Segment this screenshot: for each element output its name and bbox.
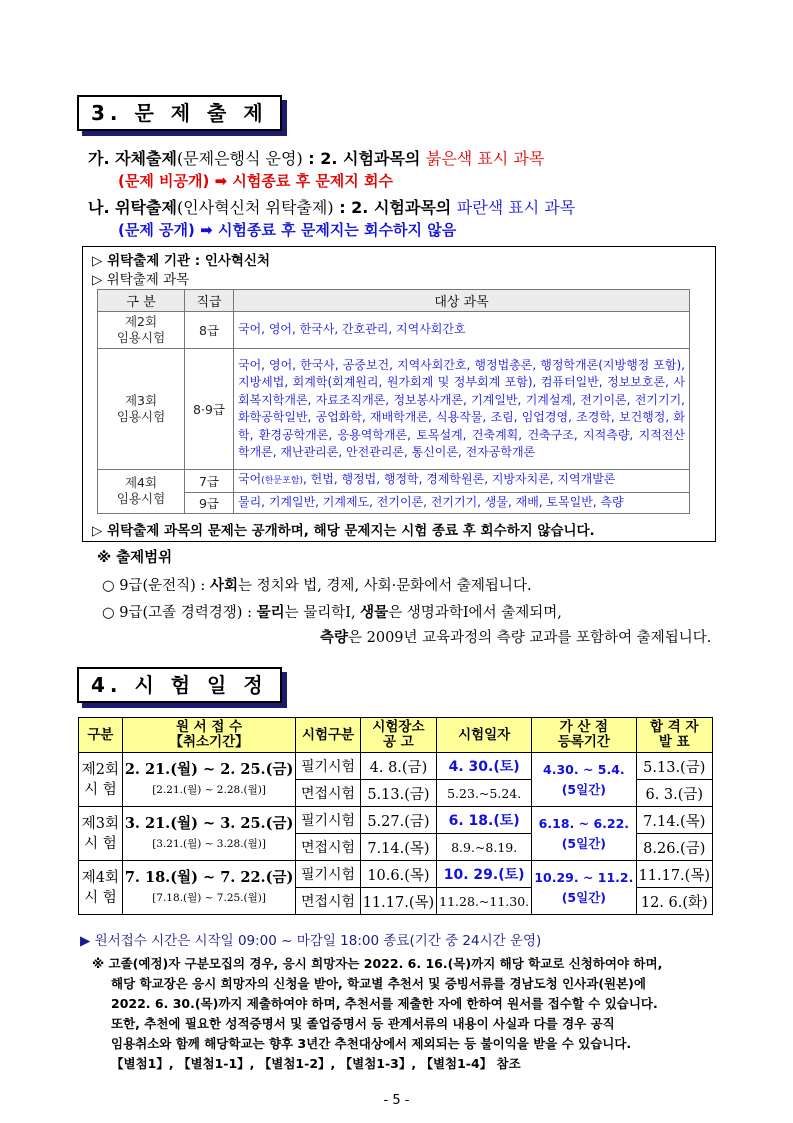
- arrow-icon: ➡: [200, 221, 213, 239]
- exam-date: 4. 30.(토): [437, 753, 532, 780]
- schedule-header-row: [79, 718, 713, 753]
- self-colon: : 2. 시험과목의: [302, 149, 426, 168]
- notice-date: 11.17.(목): [360, 888, 436, 915]
- note-line-5: 임용취소와 함께 해당학교는 향후 3년간 추천대상에서 제외되는 등 불이익을 받을 수 있습니다.: [111, 1036, 632, 1051]
- application-time-note: ▶ 원서접수 시간은 시작일 09:00 ~ 마감일 18:00 종료(기간 중 24시간 운영): [80, 933, 542, 949]
- notice-date: 5.13.(금): [360, 780, 436, 807]
- sched-header-result: [636, 718, 712, 753]
- note-line-4: 또한, 추천에 필요한 성적증명서 및 졸업증명서 등 관계서류의 내용이 사실과 다를 경우 공직: [111, 1016, 615, 1031]
- round-name: [79, 807, 123, 861]
- cancel-label: 【취소기간】: [169, 734, 249, 750]
- scope-item-1-bold: 사회: [209, 577, 238, 594]
- row-subjects: [234, 470, 690, 493]
- exam-type: 면접시험: [296, 834, 360, 861]
- scope-item-1-post: 는 정치와 법, 경제, 사회·문화에서 출제됩니다.: [237, 578, 532, 594]
- scope-item-2: [102, 601, 562, 622]
- consign-sub1: (문제 공개): [118, 221, 195, 239]
- consign-sub2: 시험종료 후 문제지는 회수하지 않음: [212, 221, 457, 239]
- row-grade: 7급: [185, 470, 234, 493]
- result-date: 5.13.(금): [636, 753, 712, 780]
- scope-title: ※ 출제범위: [97, 550, 173, 566]
- round-name-1: 제2회: [81, 761, 120, 778]
- self-colored: 붉은색 표시 과목: [425, 149, 545, 168]
- reg-dates: 4.30. ~ 5.4.: [543, 761, 625, 777]
- round-name-2: 시 험: [84, 781, 117, 798]
- subject-rest: , 헌법, 행정법, 행정학, 경제학원론, 지방자치론, 지역개발론: [303, 472, 616, 486]
- row-subjects: 국어, 영어, 한국사, 공중보건, 지역사회간호, 행정법총론, 행정학개론(지방행정 포함), 지방세법, 회계학(회계원리, 원가회계 및 정부회계 포함), 컴퓨터일반, 정보보호론, 사회복지학개론, 자료조직개론, 정보봉사개론, 기계일반, 기계설계, 전기이론, 전기기기, 화학공학일반, 공업화학, 재배학개론, 식용작물, 조림, 임업경영, 조경학, 보건행정, 화학, 환경공학개론, 응용역학개론, 토목설계, 건축계획, 건축구조, 지적측량, 지적전산학개론, 재난관리론, 안전관리론, 통신이론, 전자공학개론: [234, 349, 690, 470]
- apply-dates: 3. 21.(월) ~ 3. 25.(금): [124, 814, 294, 832]
- apply-period: [122, 861, 296, 915]
- reg-dates: 6.18. ~ 6.22.: [538, 815, 630, 831]
- section-3-title: 3. 문 제 출 제: [91, 101, 268, 125]
- exam-date: 8.9.~8.19.: [437, 834, 532, 861]
- self-sub1: (문제 비공개): [118, 172, 210, 190]
- consign-colon: : 2. 시험과목의: [333, 198, 457, 217]
- reg-days: (5일간): [561, 781, 606, 797]
- round-name-2: 시 험: [84, 835, 117, 852]
- apply-dates: 7. 18.(월) ~ 7. 22.(금): [124, 868, 294, 886]
- note-line-2: 해당 학교장은 응시 희망자의 신청을 받아, 학교별 추천서 및 증빙서류를 경남도청 인사과(원본)에: [111, 976, 646, 991]
- apply-label: 원 서 접 수: [175, 719, 243, 735]
- reg-dates: 10.29. ~ 11.2.: [534, 869, 634, 885]
- section-3-heading: [77, 95, 282, 131]
- round-name-1: 제3회: [81, 815, 120, 832]
- table-row: [98, 492, 690, 513]
- exam-type: 면접시험: [296, 888, 360, 915]
- schedule-table: [78, 717, 713, 915]
- arrow-icon: ➡: [214, 172, 228, 190]
- row-gubun: 제4회 임용시험: [98, 470, 185, 514]
- note-line-6: 【별첨1】, 【별첨1-1】, 【별첨1-2】, 【별첨1-3】, 【별첨1-4】 참조: [111, 1056, 521, 1071]
- table-header-row: [98, 290, 690, 312]
- row-grade: 8급: [185, 312, 234, 349]
- apply-dates: 2. 21.(월) ~ 2. 25.(금): [124, 760, 294, 778]
- registration-period: [532, 753, 636, 807]
- consign-footer-note: ▷ 위탁출제 과목의 문제는 공개하며, 해당 문제지는 시험 종료 후 회수하지 않습니다.: [92, 523, 595, 539]
- exam-type: 필기시험: [296, 807, 360, 834]
- exam-date: 11.28.~11.30.: [437, 888, 532, 915]
- subject-korean-note: (한문포함): [261, 476, 303, 486]
- self-sub-line: [118, 170, 393, 191]
- result-date: 12. 6.(화): [636, 888, 712, 915]
- reg-label-2: 등록기간: [557, 734, 610, 750]
- reg-days: (5일간): [561, 835, 606, 851]
- cancel-dates: [3.21.(월) ~ 3.28.(월)]: [152, 837, 266, 850]
- apply-period: [122, 807, 296, 861]
- sched-header-reg: [532, 718, 636, 753]
- self-paren: (문제은행식 운영): [176, 149, 303, 168]
- page-number: - 5 -: [383, 1093, 410, 1108]
- sched-header-type: 시험구분: [296, 718, 360, 753]
- note-line-1: ※ 고졸(예정)자 구분모집의 경우, 응시 희망자는 2022. 6. 16.(목)까지 해당 학교로 신청하여야 하며,: [92, 956, 663, 971]
- apply-period: [122, 753, 296, 807]
- cancel-dates: [7.18.(월) ~ 7.25.(월)]: [152, 891, 266, 904]
- table-row: [79, 753, 713, 780]
- table-row: [98, 349, 690, 470]
- scope-item-3-post: 은 2009년 교육과정의 측량 교과를 포함하여 출제됩니다.: [348, 630, 712, 646]
- sched-header-apply: [122, 718, 296, 753]
- section-4-heading: [77, 667, 282, 703]
- notice-date: 7.14.(목): [360, 834, 436, 861]
- reg-label-1: 가 산 점: [559, 719, 609, 735]
- notice-date: 4. 8.(금): [360, 753, 436, 780]
- consign-label: 나. 위탁출제: [88, 198, 177, 217]
- result-date: 11.17.(목): [636, 861, 712, 888]
- section-4-title: 4. 시 험 일 정: [91, 673, 268, 697]
- registration-period: [532, 807, 636, 861]
- result-label-2: 발 표: [658, 734, 690, 750]
- reg-days: (5일간): [561, 889, 606, 905]
- sched-header-date: 시험일자: [437, 718, 532, 753]
- consign-subjects-label: ▷ 위탁출제 과목: [92, 272, 190, 288]
- scope-item-2-bold1: 물리: [256, 604, 285, 621]
- exam-type: 필기시험: [296, 861, 360, 888]
- round-name-2: 시 험: [84, 889, 117, 906]
- cancel-dates: [2.21.(월) ~ 2.28.(월)]: [152, 783, 266, 796]
- exam-date: 6. 18.(토): [437, 807, 532, 834]
- registration-period: [532, 861, 636, 915]
- exam-date: 10. 29.(토): [437, 861, 532, 888]
- table-row: [98, 470, 690, 493]
- row-gubun: 제2회 임용시험: [98, 312, 185, 349]
- self-label: 가. 자체출제: [88, 149, 177, 168]
- round-name-1: 제4회: [81, 869, 120, 886]
- scope-item-2-bold2: 생물: [360, 604, 389, 621]
- subject-korean: 국어: [238, 472, 262, 486]
- exam-type: 면접시험: [296, 780, 360, 807]
- consign-line: [88, 195, 575, 218]
- consign-sub-line: [118, 219, 456, 240]
- scope-item-2-post: 은 생명과학Ⅰ에서 출제되며,: [388, 605, 562, 621]
- row-grade: 9급: [185, 492, 234, 513]
- scope-item-2-pre: ○ 9급(고졸 경력경쟁) :: [102, 605, 257, 621]
- table-row: [98, 312, 690, 349]
- header-grade: 직급: [185, 290, 234, 312]
- notice-label-1: 시험장소: [372, 719, 425, 735]
- row-grade: 8·9급: [185, 349, 234, 470]
- table-row: [79, 861, 713, 888]
- row-subjects: 물리, 기계일반, 기계제도, 전기이론, 전기기기, 생물, 재배, 토목일반, 측량: [234, 492, 690, 513]
- result-label-1: 합 격 자: [650, 719, 699, 735]
- scope-item-2-mid: 는 물리학Ⅰ,: [284, 605, 361, 621]
- scope-item-3-bold: 측량: [320, 629, 349, 646]
- notice-date: 10.6.(목): [360, 861, 436, 888]
- notice-label-2: 공 고: [383, 734, 414, 750]
- sched-header-gubun: 구분: [79, 718, 123, 753]
- header-gubun: 구 분: [98, 290, 185, 312]
- scope-item-1-pre: ○ 9급(운전직) :: [102, 578, 210, 594]
- consign-agency: ▷ 위탁출제 기관 : 인사혁신처: [92, 253, 271, 269]
- row-gubun: 제3회 임용시험: [98, 349, 185, 470]
- self-sub2: 시험종료 후 문제지 회수: [227, 172, 393, 190]
- consign-subjects-table: [97, 289, 690, 514]
- round-name: [79, 861, 123, 915]
- notice-date: 5.27.(금): [360, 807, 436, 834]
- header-subjects: 대상 과목: [234, 290, 690, 312]
- exam-date: 5.23.~5.24.: [437, 780, 532, 807]
- round-name: [79, 753, 123, 807]
- scope-item-3: [320, 626, 711, 647]
- result-date: 6. 3.(금): [636, 780, 712, 807]
- consign-paren: (인사혁신처 위탁출제): [176, 198, 334, 217]
- result-date: 8.26.(금): [636, 834, 712, 861]
- result-date: 7.14.(목): [636, 807, 712, 834]
- row-subjects: 국어, 영어, 한국사, 간호관리, 지역사회간호: [234, 312, 690, 349]
- self-line: [88, 146, 544, 169]
- table-row: [79, 807, 713, 834]
- sched-header-notice: [360, 718, 436, 753]
- consign-colored: 파란색 표시 과목: [456, 198, 576, 217]
- exam-type: 필기시험: [296, 753, 360, 780]
- scope-item-1: [102, 574, 532, 595]
- note-line-3: 2022. 6. 30.(목)까지 제출하여야 하며, 추천서를 제출한 자에 한하여 원서를 접수할 수 있습니다.: [111, 996, 658, 1011]
